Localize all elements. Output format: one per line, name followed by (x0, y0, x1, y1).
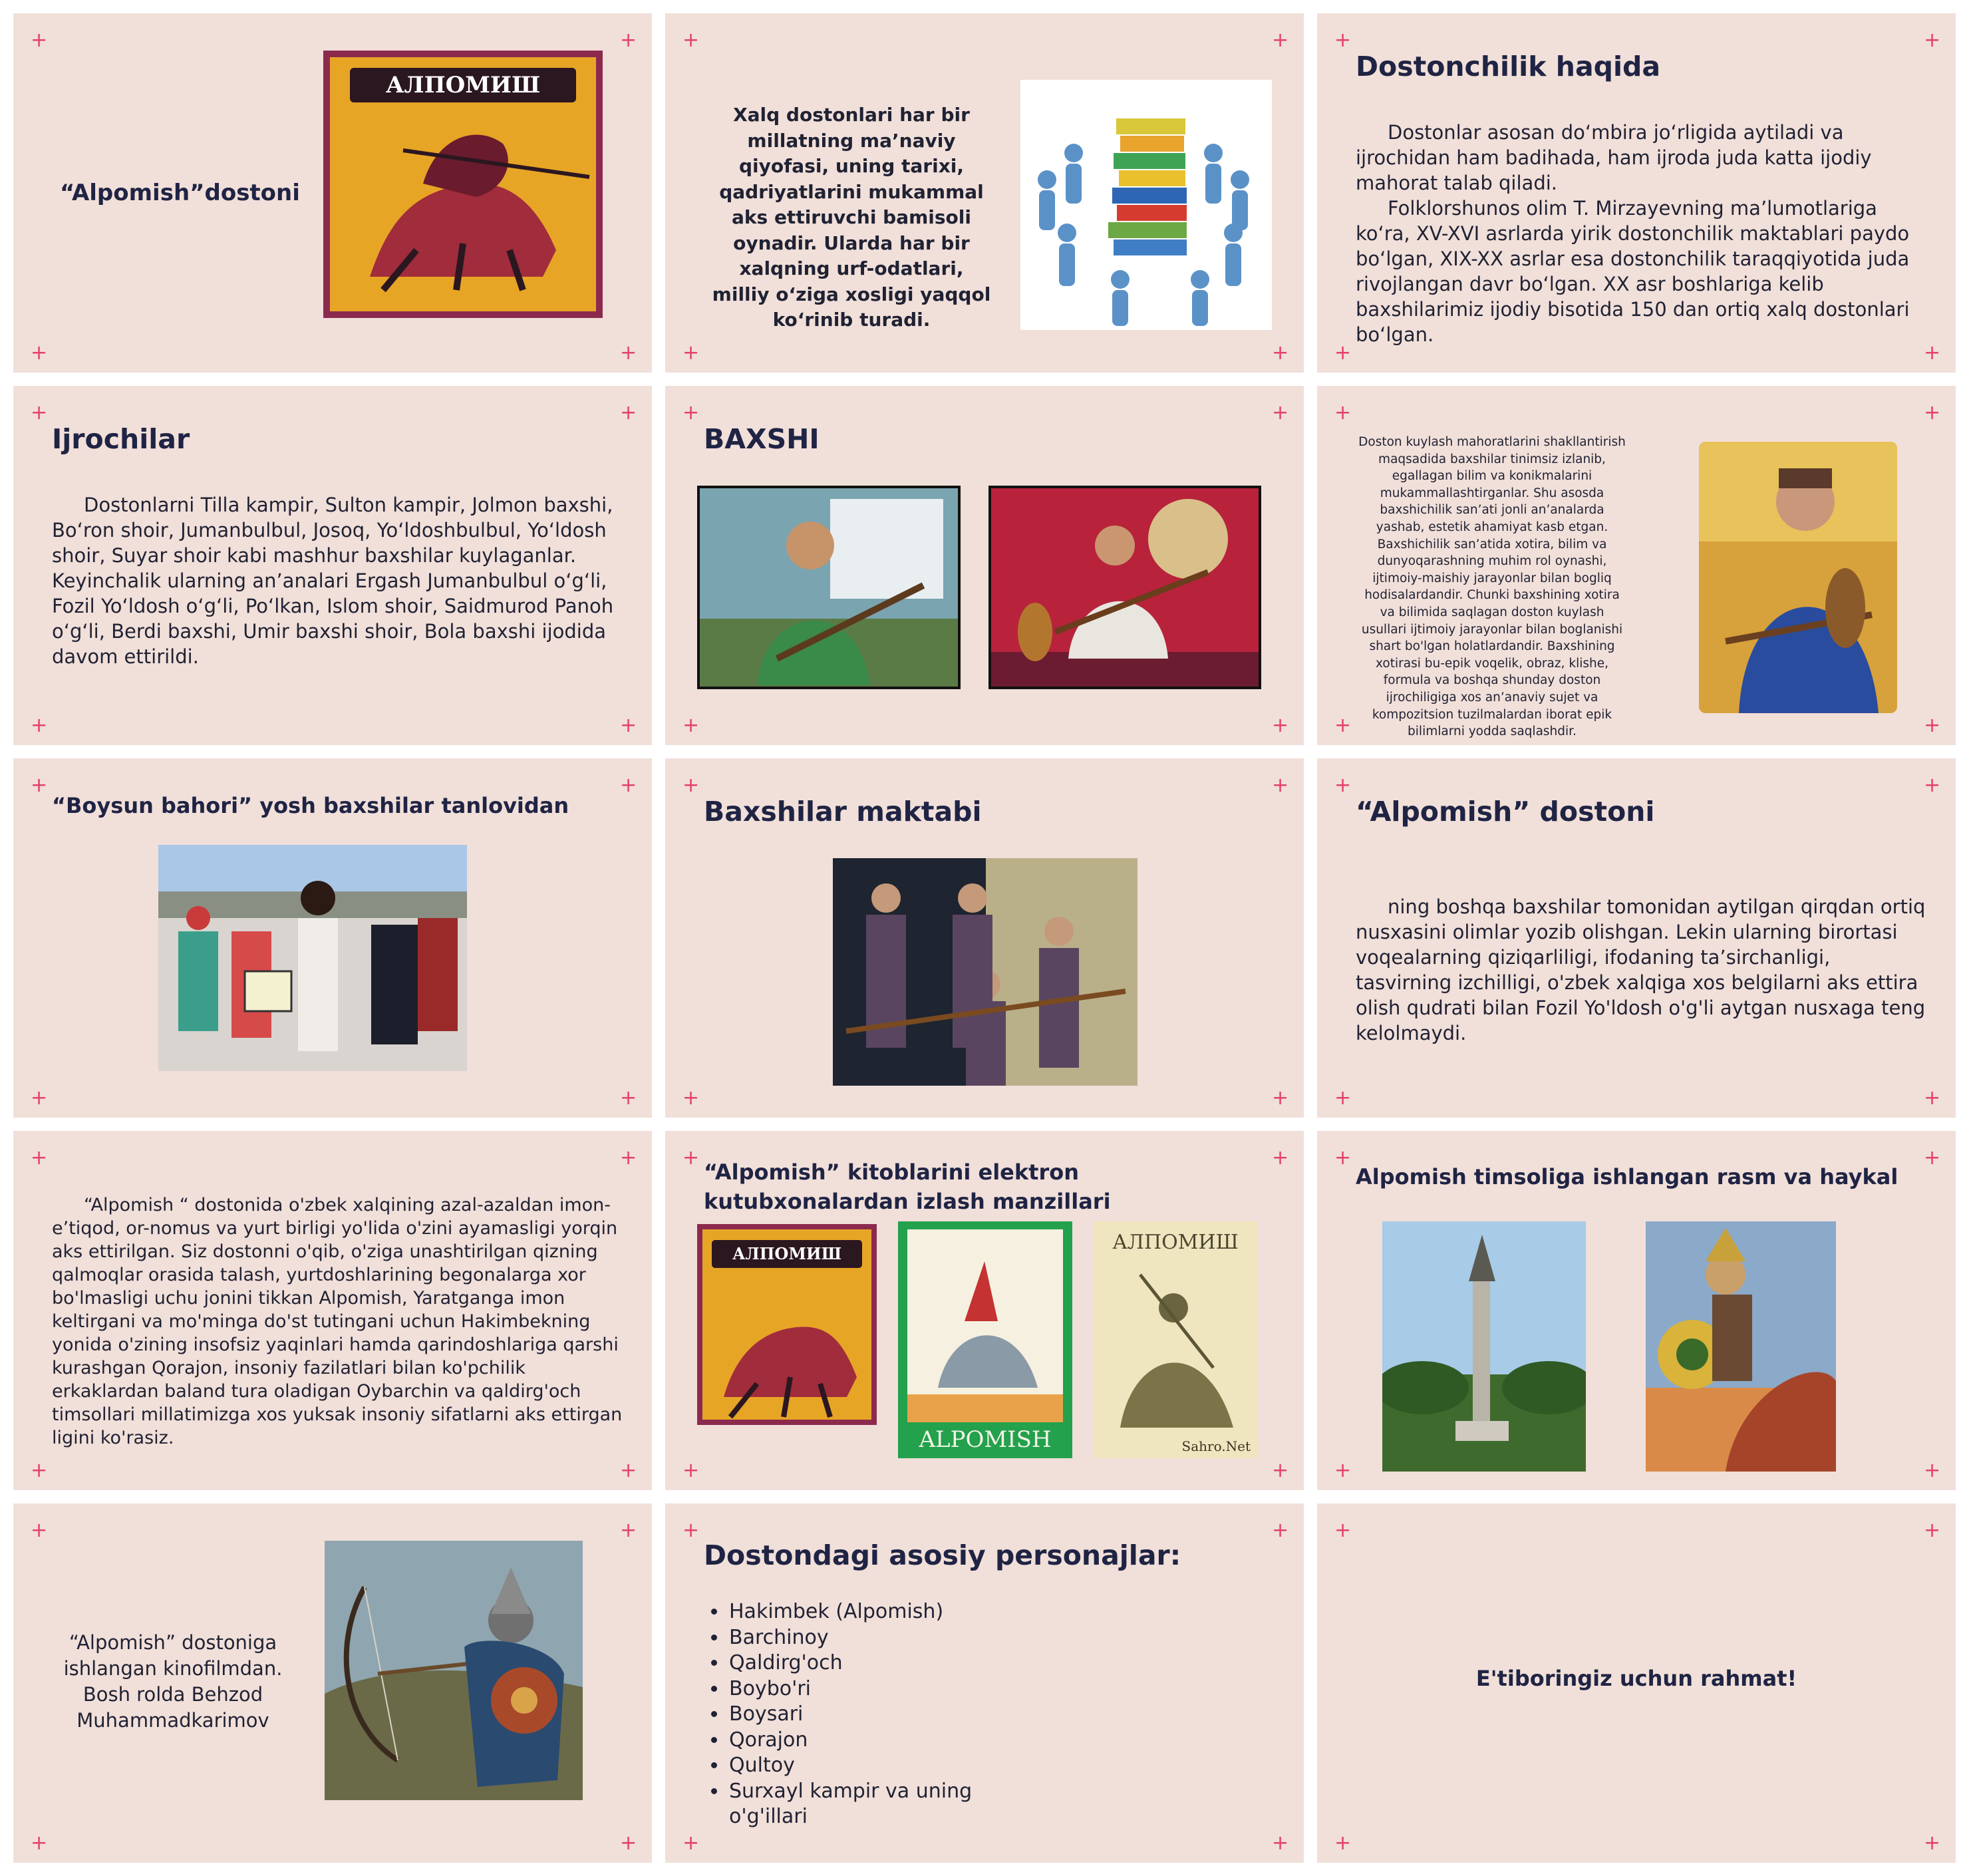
list-item: • Hakimbek (Alpomish) (728, 1599, 1047, 1625)
slide-2[interactable] (665, 13, 1304, 373)
slide-body (52, 1193, 624, 1450)
plus-icon: + (1924, 29, 1941, 52)
slide-title: Alpomish timsoliga ishlangan rasm va haykal (1356, 1164, 1898, 1189)
plus-icon: + (31, 1519, 48, 1542)
plus-icon: + (1272, 1086, 1289, 1110)
slide-body: Doston kuylash mahoratlarini shakllantirish maqsadida baxshilar tinimsiz izlanib, egallagan bilim va konikmalarini mukammallashtirganlar. Shu asosda baxshichilik san’ati jonli an’analarda yashab, estetik ahamiyat kasb etgan. Baxshichilik san’atida xotira, bilim va dunyoqarashning muhim rol oynashi, ijtimoiy-maishiy jarayonlar bilan bogliq hodisalardandir. Chunki baxshining xotira va bilimida saqlagan doston kuylash usullari ijtimoiy jarayonlar bilan boglanishi shart bo'lgan holatlardandir. Baxshining xotirasi bu-epik voqelik, obraz, klishe, formula va boshqa shunday doston ijrochiligiga xos an’anaviy sujet va kompozitsion tuzilmalardan iborat epik bilimlarni yodda saqlashdir. (1358, 435, 1626, 739)
list-item: • Qorajon (728, 1728, 1047, 1754)
plus-icon: + (620, 1519, 637, 1542)
plus-icon: + (31, 774, 48, 797)
paragraph: Dostonlar asosan do‘mbira jo‘rligida aytiladi va ijrochidan ham badihada, ham ijroda juda katta ijodiy mahorat talab qiladi. (1356, 121, 1872, 194)
plus-icon: + (1334, 29, 1352, 52)
plus-icon: + (1272, 1831, 1289, 1855)
paragraph: Dostonlarni Tilla kampir, Sulton kampir, Jolmon baxshi, Bo‘ron shoir, Jumanbulbul, Josoq, Yo‘ldoshbulbul, Yo‘ldosh shoir, Suyar shoir kabi mashhur baxshilar kuylaganlar. Keyinchalik ularning an’analari Ergash Jumanbulbul o‘g‘li, Fozil Yo‘ldosh o‘g‘li, Po‘lkan, Islom shoir, Saidmurod Panoh o‘g‘li, Berdi baxshi, Umir baxshi shoir, Bola baxshi ijodida davom ettirildi. (52, 494, 614, 668)
plus-icon: + (31, 341, 48, 365)
cover-title: ALPOMISH (919, 1426, 1052, 1453)
plus-icon: + (1334, 1519, 1352, 1542)
plus-icon: + (1272, 1459, 1289, 1482)
slide-12[interactable] (1317, 1131, 1956, 1490)
list-item: • Boybo'ri (728, 1676, 1047, 1702)
plus-icon: + (620, 774, 637, 797)
plus-icon: + (620, 1146, 637, 1170)
slide-body (1356, 894, 1928, 1046)
plus-icon: + (1924, 1519, 1941, 1542)
list-item: • Qultoy (728, 1753, 1047, 1779)
slide-4[interactable] (13, 386, 652, 745)
slide-10[interactable] (13, 1131, 652, 1490)
plus-icon: + (1272, 1146, 1289, 1170)
plus-icon: + (1334, 1146, 1352, 1170)
plus-icon: + (1924, 714, 1941, 737)
slide-title: “Alpomish” kitoblarini elektron kutubxonalardan izlash manzillari (704, 1160, 1111, 1214)
slide-title: Dostondagi asosiy personajlar: (704, 1539, 1181, 1571)
plus-icon: + (682, 1146, 700, 1170)
plus-icon: + (1272, 1519, 1289, 1542)
plus-icon: + (1334, 1459, 1352, 1482)
alpomish-painting (1646, 1221, 1836, 1472)
plus-icon: + (1272, 774, 1289, 797)
slide-title: Dostonchilik haqida (1356, 51, 1661, 82)
closing-text: E'tiboringiz uchun rahmat! (1475, 1666, 1797, 1691)
list-item: • Surxayl kampir va uning o'g'illari (728, 1779, 982, 1830)
plus-icon: + (682, 401, 700, 424)
slide-5[interactable] (665, 386, 1304, 745)
archer-film-still (325, 1541, 583, 1800)
plus-icon: + (31, 1146, 48, 1170)
plus-icon: + (1272, 341, 1289, 365)
plus-icon: + (682, 1459, 700, 1482)
book-cover-1[interactable] (697, 1224, 877, 1425)
plus-icon: + (1334, 1086, 1352, 1110)
baxshi-elder-image (1699, 442, 1897, 713)
plus-icon: + (620, 1086, 637, 1110)
plus-icon: + (682, 1519, 700, 1542)
plus-icon: + (682, 29, 700, 52)
plus-icon: + (1924, 1146, 1941, 1170)
alpomish-monument-photo (1382, 1221, 1586, 1472)
plus-icon: + (1272, 714, 1289, 737)
cover-title: АЛПОМИШ (1112, 1231, 1239, 1254)
book-cover-2[interactable] (898, 1221, 1072, 1458)
plus-icon: + (1272, 401, 1289, 424)
plus-icon: + (620, 1459, 637, 1482)
slide-6[interactable] (1317, 386, 1956, 745)
plus-icon: + (620, 714, 637, 737)
alpomish-book-cover-image (323, 51, 603, 318)
cover-title: АЛПОМИШ (385, 72, 541, 98)
baxshilar-maktabi-photo (833, 858, 1137, 1086)
slide-3[interactable] (1317, 13, 1956, 373)
plus-icon: + (1334, 341, 1352, 365)
slide-title: “Boysun bahori” yosh baxshilar tanlovidan (52, 793, 569, 818)
plus-icon: + (620, 1831, 637, 1855)
slide-15[interactable] (1317, 1503, 1956, 1863)
slide-7[interactable] (13, 758, 652, 1118)
plus-icon: + (682, 774, 700, 797)
list-item: • Boysari (728, 1702, 1047, 1728)
slide-13[interactable] (13, 1503, 652, 1863)
slide-title: BAXSHI (704, 423, 820, 455)
plus-icon: + (1334, 774, 1352, 797)
plus-icon: + (1334, 714, 1352, 737)
plus-icon: + (1924, 1831, 1941, 1855)
slide-body (1356, 120, 1928, 347)
slide-title: Ijrochilar (52, 423, 190, 455)
slide-body (52, 492, 624, 669)
plus-icon: + (682, 1831, 700, 1855)
plus-icon: + (620, 341, 637, 365)
list-item: • Barchinoy (728, 1625, 1047, 1651)
plus-icon: + (1924, 401, 1941, 424)
plus-icon: + (620, 29, 637, 52)
plus-icon: + (31, 714, 48, 737)
paragraph: Folklorshunos olim T. Mirzayevning ma’lumotlariga ko‘ra, XV-XVI asrlarda yirik dostonchilik maktablari paydo bo‘lgan, XIX-XX asrlar esa dostonchilik taraqqiyotida juda rivojlangan davr bo‘lgan. XX asr boshlariga kelib baxshilarimiz ijodiy bisotida 150 dan ortiq xalq dostonlari bo‘lgan. (1356, 197, 1910, 346)
slide-title: Baxshilar maktabi (704, 796, 982, 828)
plus-icon: + (31, 1459, 48, 1482)
plus-icon: + (31, 401, 48, 424)
plus-icon: + (31, 29, 48, 52)
paragraph: “Alpomish “ dostonida o'zbek xalqining azal-azaldan imon-e’tiqod, or-nomus va yurt birligi yo'lida o'zini ayamasligi yorqin aks ettirilgan. Siz dostonni o'qib, o'ziga unashtirilgan qizning qalmoqlar orasida talash, yurtdoshlarining begonalarga xor bo'lmasligi uchu jonini tikkan Alpomish, Yaratganga imon keltirgani va mo'minga do'st tutingani uchun Hakimbekning yonida o'zining insofsiz yaqinlari hamda qarindoshlariga qarshi kurashgan Qorajon, insoniy fazilatlari bilan ko'pchilik erkaklardan baland tura oladigan Oybarchin va qaldirg'och timsollari millatimizga xos yuksak insoniy sifatlarni aks ettirgan ligini ko'rasiz. (52, 1195, 623, 1448)
plus-icon: + (1334, 1831, 1352, 1855)
list-item: • Qaldirg'och (728, 1650, 1047, 1676)
plus-icon: + (1334, 401, 1352, 424)
plus-icon: + (1272, 29, 1289, 52)
character-list (704, 1599, 1047, 1830)
book-cover-3[interactable] (1094, 1221, 1257, 1458)
plus-icon: + (1924, 341, 1941, 365)
slide-8[interactable] (665, 758, 1304, 1118)
slide-title: “Alpomish”dostoni (60, 180, 300, 206)
slide-body: “Alpomish” dostoniga ishlangan kinofilmdan. Bosh rolda Behzod Muhammadkarimov (63, 1631, 283, 1732)
baxshi-photo-1 (697, 486, 961, 689)
slide-1[interactable] (13, 13, 652, 373)
plus-icon: + (1924, 1086, 1941, 1110)
baxshi-photo-2 (988, 486, 1261, 689)
plus-icon: + (682, 1086, 700, 1110)
slide-body: Xalq dostonlari har bir millatning ma’naviy qiyofasi, uning tarixi, qadriyatlarini mukammal aks ettiruvchi bamisoli oynadir. Ularda har bir xalqning urf-odatlari, milliy o‘ziga xosligi yaqqol ko‘rinib turadi. (712, 104, 991, 331)
plus-icon: + (682, 341, 700, 365)
paragraph: ning boshqa baxshilar tomonidan aytilgan qirqdan ortiq nusxasini olimlar yozib olishgan. Lekin ularning birortasi voqealarning qiziqarliligi, ifodaning ta’sirchanligi, tasvirning izchilligi, o'zbek xalqiga xos belgilarni aks ettira olish qudrati bilan Fozil Yo'ldosh o'g'li aytgan nusxaga teng kelolmaydi. (1356, 895, 1926, 1044)
plus-icon: + (1924, 774, 1941, 797)
plus-icon: + (620, 401, 637, 424)
slide-11[interactable] (665, 1131, 1304, 1490)
plus-icon: + (31, 1086, 48, 1110)
plus-icon: + (1924, 1459, 1941, 1482)
boysun-bahori-photo (158, 845, 467, 1071)
slide-14[interactable] (665, 1503, 1304, 1863)
cover-site: Sahro.Net (1181, 1438, 1251, 1454)
cover-title: АЛПОМИШ (732, 1244, 841, 1263)
slide-9[interactable] (1317, 758, 1956, 1118)
plus-icon: + (682, 714, 700, 737)
plus-icon: + (31, 1831, 48, 1855)
people-books-image (1020, 80, 1272, 330)
slide-title: “Alpomish” dostoni (1356, 796, 1655, 828)
